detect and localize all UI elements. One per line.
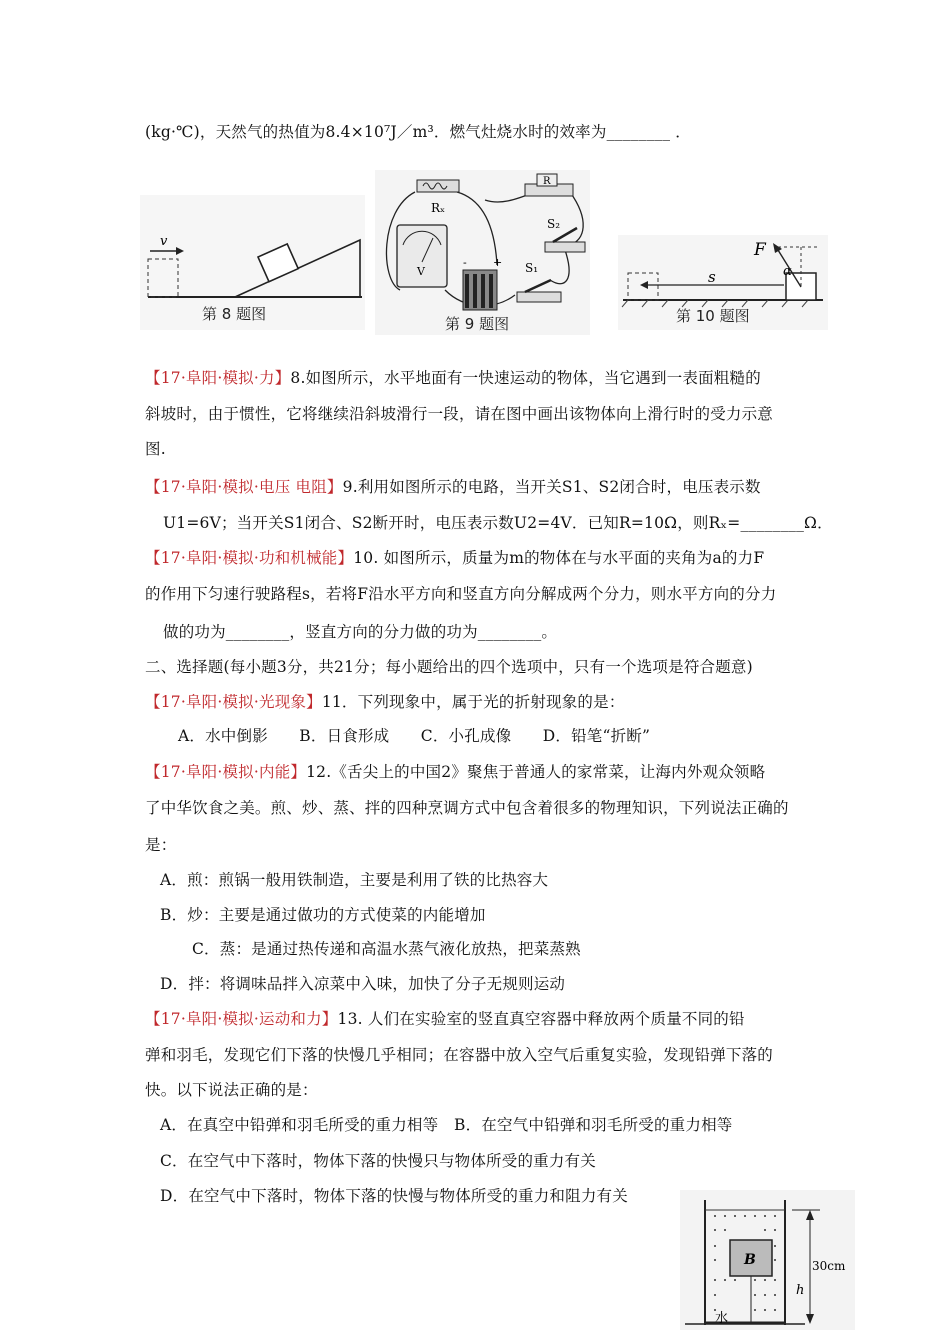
q13-line-1 — [145, 1007, 745, 1029]
figure-14-30cm-label: 30cm — [812, 1259, 846, 1273]
q9-tag: 【17·阜阳·模拟·电压 电阻】 — [145, 478, 343, 496]
figure-9-minus-label: - — [463, 256, 467, 269]
figure-9-rx-label: Rₓ — [431, 201, 446, 215]
figure-14-h-label: h — [796, 1283, 805, 1298]
figure-10-alpha-label: α — [783, 264, 792, 279]
q10-line-2: 的作用下匀速行驶路程s，若将F沿水平方向和竖直方向分解成两个分力，则水平方向的分力 — [145, 585, 777, 603]
figure-9-plus-label: + — [493, 256, 503, 269]
figure-14-b-label: B — [744, 1252, 756, 1268]
q8-line-3: 图. — [145, 440, 166, 458]
figure-9-v-label: V — [417, 265, 425, 278]
q9-line-2: U1=6V；当开关S1闭合、S2断开时，电压表示数U2=4V．已知R=10Ω，则Rₓ=________Ω． — [163, 514, 833, 532]
q11-options: A．水中倒影 B．日食形成 C．小孔成像 D．铅笔“折断” — [178, 727, 651, 745]
q12-line-1 — [145, 760, 765, 782]
figure-9-s1-label: S₁ — [525, 261, 539, 275]
figure-10-s-label: s — [708, 268, 716, 286]
figure-9-drawing — [375, 170, 590, 335]
q12-text-1: 12.《舌尖上的中国2》聚焦于普通人的家常菜，让海内外观众领略 — [306, 763, 766, 781]
q13-option-c: C．在空气中下落时，物体下落的快慢只与物体所受的重力有关 — [160, 1152, 596, 1170]
q9-text-1: 9.利用如图所示的电路，当开关S1、S2闭合时，电压表示数 — [342, 478, 761, 496]
q11-stem: 11．下列现象中，属于光的折射现象的是： — [321, 693, 625, 711]
q10-line-1 — [145, 546, 764, 568]
q13-line-3: 快。以下说法正确的是： — [145, 1081, 318, 1099]
figure-9-s2-label: S₂ — [547, 217, 561, 231]
figure-14 — [680, 1190, 855, 1330]
q12-option-b: B．炒：主要是通过做功的方式使菜的内能增加 — [160, 906, 486, 924]
section-2-heading: 二、选择题(每小题3分，共21分；每小题给出的四个选项中，只有一个选项是符合题意) — [145, 658, 753, 676]
figure-8-caption: 第 8 题图 — [202, 305, 267, 323]
q10-line-3: 做的功为________，竖直方向的分力做的功为________。 — [163, 623, 558, 641]
figure-10 — [618, 235, 828, 330]
figure-9-caption: 第 9 题图 — [445, 315, 510, 333]
q8-tag: 【17·阜阳·模拟·力】 — [145, 369, 291, 387]
q8-line-1 — [145, 366, 761, 388]
figure-9-r-label: R — [543, 176, 551, 187]
figure-10-caption: 第 10 题图 — [676, 307, 750, 325]
q10-text-1: 10. 如图所示，质量为m的物体在与水平面的夹角为a的力F — [353, 549, 765, 567]
q12-option-d: D．拌：将调味品拌入凉菜中入味，加快了分子无规则运动 — [160, 975, 566, 993]
q13-text-1: 13. 人们在实验室的竖直真空容器中释放两个质量不同的铅 — [337, 1010, 745, 1028]
figure-9 — [375, 170, 590, 335]
figure-14-drawing — [680, 1190, 855, 1330]
q12-option-c: C．蒸：是通过热传递和高温水蒸气液化放热，把菜蒸熟 — [192, 940, 581, 958]
q13-tag: 【17·阜阳·模拟·运动和力】 — [145, 1010, 338, 1028]
q12-line-2: 了中华饮食之美。煎、炒、蒸、拌的四种烹调方式中包含着很多的物理知识，下列说法正确的 — [145, 799, 789, 817]
q8-line-2: 斜坡时，由于惯性，它将继续沿斜坡滑行一段，请在图中画出该物体向上滑行时的受力示意 — [145, 405, 774, 423]
q11-tag: 【17·阜阳·模拟·光现象】 — [145, 693, 322, 711]
q13-option-ab: A．在真空中铅弹和羽毛所受的重力相等 B．在空气中铅弹和羽毛所受的重力相等 — [160, 1116, 733, 1134]
figure-10-f-label: F — [754, 240, 766, 260]
top-line: (kg·℃)，天然气的热值为8.4×10⁷J／m³．燃气灶烧水时的效率为________ ． — [145, 123, 692, 141]
q13-option-d: D．在空气中下落时，物体下落的快慢与物体所受的重力和阻力有关 — [160, 1187, 628, 1205]
q10-tag: 【17·阜阳·模拟·功和机械能】 — [145, 549, 354, 567]
figure-8 — [140, 195, 365, 330]
q12-option-a: A．煎：煎锅一般用铁制造，主要是利用了铁的比热容大 — [160, 871, 549, 889]
figure-8-v-label: v — [160, 234, 168, 249]
q12-tag: 【17·阜阳·模拟·内能】 — [145, 763, 307, 781]
q11-line-1 — [145, 690, 625, 712]
q12-line-3: 是： — [145, 836, 177, 854]
q8-text-1: 8.如图所示，水平地面有一快速运动的物体，当它遇到一表面粗糙的 — [290, 369, 761, 387]
q13-line-2: 弹和羽毛，发现它们下落的快慢几乎相同；在容器中放入空气后重复实验，发现铅弹下落的 — [145, 1046, 774, 1064]
q9-line-1 — [145, 475, 761, 497]
figure-14-water-label: 水 — [715, 1311, 729, 1326]
